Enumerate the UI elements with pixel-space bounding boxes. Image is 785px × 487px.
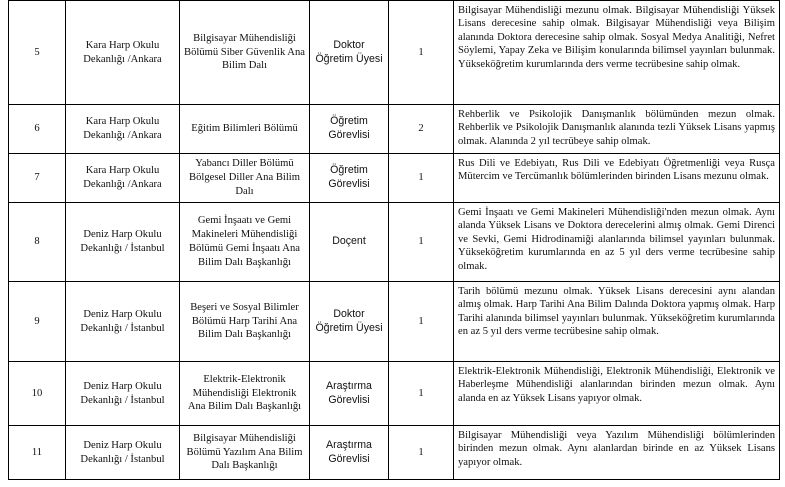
department-cell: Elektrik-Elektronik Mühendisliği Elektronik Ana Bilim Dalı Başkanlığı <box>180 362 310 426</box>
title-cell: Doktor Öğretim Üyesi <box>310 1 389 105</box>
table-row <box>9 203 780 282</box>
requirements-cell: Rus Dili ve Edebiyatı, Rus Dili ve Edebiyatı Öğretmenliği veya Rusça Mütercim ve Tercümanlık bölümlerinden birinden Lisans mezunu olmak. <box>454 154 780 203</box>
title-cell: Doçent <box>310 203 389 282</box>
unit-cell: Kara Harp Okulu Dekanlığı /Ankara <box>66 105 180 154</box>
row-number: 10 <box>9 362 66 426</box>
department-cell: Eğitim Bilimleri Bölümü <box>180 105 310 154</box>
title-cell: Araştırma Görevlisi <box>310 362 389 426</box>
unit-cell: Deniz Harp Okulu Dekanlığı / İstanbul <box>66 282 180 362</box>
unit-cell: Deniz Harp Okulu Dekanlığı / İstanbul <box>66 203 180 282</box>
department-cell: Gemi İnşaatı ve Gemi Makineleri Mühendisliği Bölümü Gemi İnşaatı Ana Bilim Dalı Başkanlığı <box>180 203 310 282</box>
table-row <box>9 154 780 203</box>
table-row <box>9 105 780 154</box>
requirements-cell: Elektrik-Elektronik Mühendisliği, Elektronik Mühendisliği, Elektronik ve Haberleşme Mühendisliği alanlarından birinden mezun olmak. Aynı alanda en az Yüksek Lisans yapıyor olmak. <box>454 362 780 426</box>
department-cell: Beşeri ve Sosyal Bilimler Bölümü Harp Tarihi Ana Bilim Dalı Başkanlığı <box>180 282 310 362</box>
unit-cell: Deniz Harp Okulu Dekanlığı / İstanbul <box>66 426 180 480</box>
department-cell: Yabancı Diller Bölümü Bölgesel Diller Ana Bilim Dalı <box>180 154 310 203</box>
table-row <box>9 282 780 362</box>
title-cell: Öğretim Görevlisi <box>310 154 389 203</box>
count-cell: 1 <box>389 282 454 362</box>
row-number: 5 <box>9 1 66 105</box>
row-number: 8 <box>9 203 66 282</box>
count-cell: 1 <box>389 362 454 426</box>
title-cell: Öğretim Görevlisi <box>310 105 389 154</box>
positions-table-wrapper <box>8 0 779 480</box>
count-cell: 1 <box>389 154 454 203</box>
unit-cell: Deniz Harp Okulu Dekanlığı / İstanbul <box>66 362 180 426</box>
count-cell: 1 <box>389 426 454 480</box>
requirements-cell: Rehberlik ve Psikolojik Danışmanlık bölümünden mezun olmak. Rehberlik ve Psikolojik Danışmanlık alanında tezli Yüksek Lisans yapmış olmak. Alanında 2 yıl tecrübeye sahip olmak. <box>454 105 780 154</box>
row-number: 9 <box>9 282 66 362</box>
requirements-cell: Bilgisayar Mühendisliği veya Yazılım Mühendisliği bölümlerinden birinden mezun olmak. Aynı alanlardan birinde en az Yüksek Lisans yapıyor olmak. <box>454 426 780 480</box>
academic-positions-table <box>8 0 780 480</box>
row-number: 6 <box>9 105 66 154</box>
title-cell: Doktor Öğretim Üyesi <box>310 282 389 362</box>
unit-cell: Kara Harp Okulu Dekanlığı /Ankara <box>66 154 180 203</box>
requirements-cell: Bilgisayar Mühendisliği mezunu olmak. Bilgisayar Mühendisliği Yüksek Lisans derecesine sahip olmak. Bilgisayar Mühendisliği veya Bilişim alanında Doktora derecesine sahip olmak. Sosyal Medya Analitiği, Nefret Söylemi, Yapay Zeka ve Bilişim konularında bilimsel yayınları bulunmak. Yükseköğretim kurumlarında ders verme tecrübesine sahip olmak. <box>454 1 780 105</box>
department-cell: Bilgisayar Mühendisliği Bölümü Siber Güvenlik Ana Bilim Dalı <box>180 1 310 105</box>
requirements-cell: Gemi İnşaatı ve Gemi Makineleri Mühendisliği'nden mezun olmak. Aynı alanda Yüksek Lisans ve Doktora derecelerini almış olmak. Gemi Direnci ve Sevki, Gemi Hidrodinamiği alanlarında bilimsel yayınları bulunmak. Yükseköğretim kurumlarında en az 5 yıl ders verme tecrübesine sahip olmak. <box>454 203 780 282</box>
title-cell: Araştırma Görevlisi <box>310 426 389 480</box>
count-cell: 2 <box>389 105 454 154</box>
table-row <box>9 426 780 480</box>
unit-cell: Kara Harp Okulu Dekanlığı /Ankara <box>66 1 180 105</box>
requirements-cell: Tarih bölümü mezunu olmak. Yüksek Lisans derecesini aynı alandan almış olmak. Harp Tarihi Ana Bilim Dalında Doktora yapmış olmak. Harp Tarihi alanında bilimsel yayınları bulunmak. Yükseköğretim kurumlarında en az 5 yıl ders verme tecrübesine sahip olmak. <box>454 282 780 362</box>
count-cell: 1 <box>389 1 454 105</box>
table-row <box>9 362 780 426</box>
department-cell: Bilgisayar Mühendisliği Bölümü Yazılım Ana Bilim Dalı Başkanlığı <box>180 426 310 480</box>
table-row <box>9 1 780 105</box>
row-number: 7 <box>9 154 66 203</box>
row-number: 11 <box>9 426 66 480</box>
count-cell: 1 <box>389 203 454 282</box>
